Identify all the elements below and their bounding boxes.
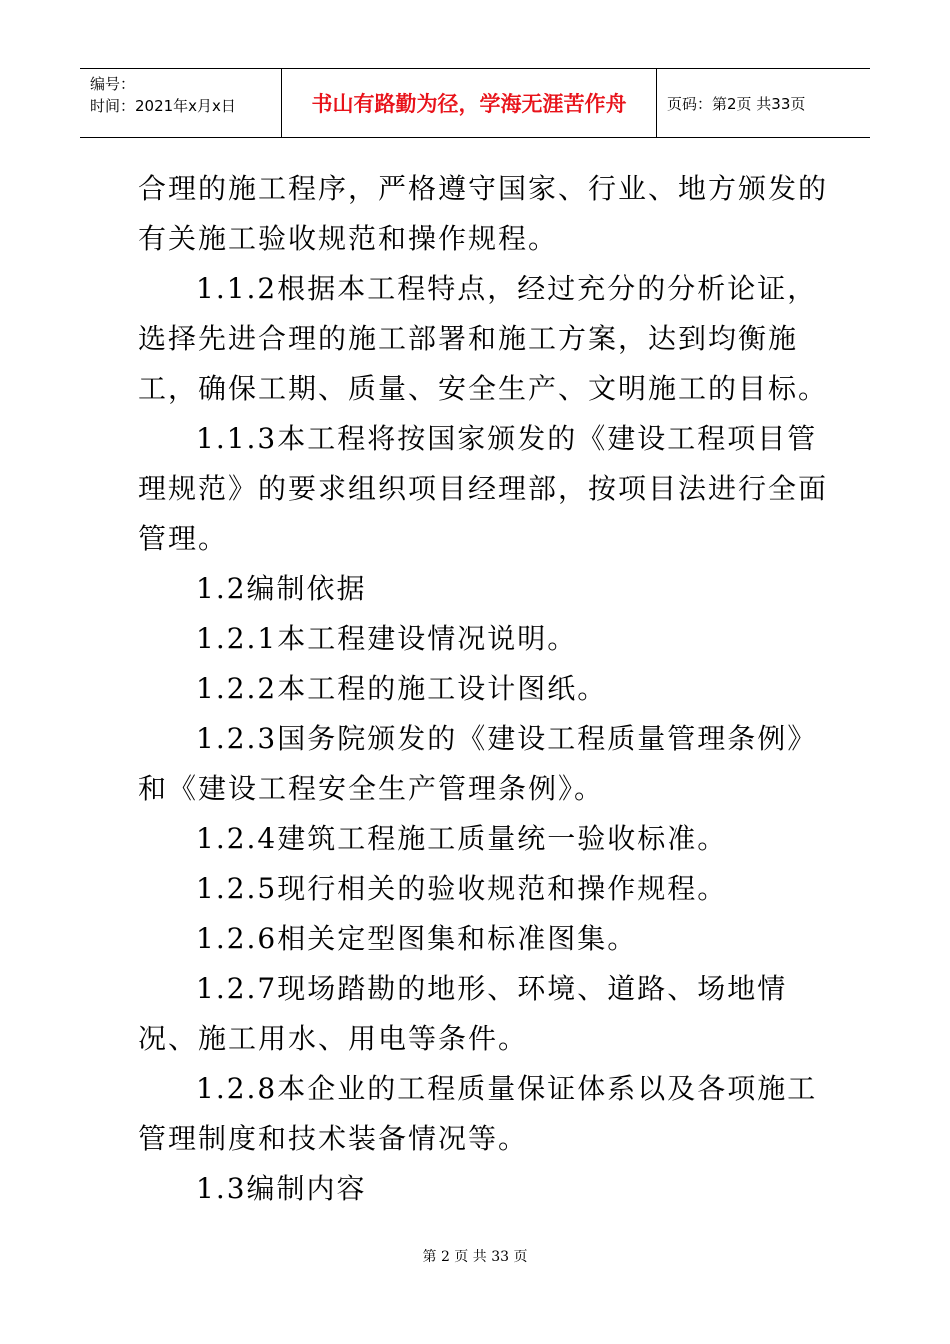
time-label: 时间：2021年x月x日 — [90, 97, 236, 115]
document-body — [138, 164, 838, 1214]
header-motto: 书山有路勤为径，学海无涯苦作舟 — [282, 69, 657, 137]
paragraph: 1.1.3本工程将按国家颁发的《建设工程项目管理规范》的要求组织项目经理部，按项目法进行全面管理。 — [138, 422, 829, 555]
paragraph: 1.3编制内容 — [196, 1172, 367, 1205]
number-label: 编号： — [90, 75, 136, 93]
paragraph: 1.2.3国务院颁发的《建设工程质量管理条例》和《建设工程安全生产管理条例》。 — [138, 722, 818, 805]
paragraph: 1.2.2本工程的施工设计图纸。 — [196, 672, 608, 705]
paragraph: 1.2.8本企业的工程质量保证体系以及各项施工管理制度和技术装备情况等。 — [138, 1072, 818, 1155]
paragraph: 1.1.2根据本工程特点，经过充分的分析论证，选择先进合理的施工部署和施工方案，达到均衡施工，确保工期、质量、安全生产、文明施工的目标。 — [138, 272, 829, 405]
page-footer: 第 2 页 共 33 页 — [422, 1249, 528, 1265]
paragraph: 1.2.4建筑工程施工质量统一验收标准。 — [196, 822, 728, 855]
paragraph: 1.2.7现场踏勘的地形、环境、道路、场地情况、施工用水、用电等条件。 — [138, 972, 788, 1055]
paragraph: 合理的施工程序，严格遵守国家、行业、地方颁发的有关施工验收规范和操作规程。 — [138, 172, 829, 255]
paragraph: 1.2.5现行相关的验收规范和操作规程。 — [196, 872, 728, 905]
paragraph: 1.2.1本工程建设情况说明。 — [196, 622, 578, 655]
header-page-info: 页码：第2页 共33页 — [667, 94, 806, 113]
paragraph: 1.2编制依据 — [196, 572, 367, 605]
paragraph: 1.2.6相关定型图集和标准图集。 — [196, 922, 638, 955]
header-meta — [80, 69, 282, 137]
page-header — [80, 68, 870, 138]
